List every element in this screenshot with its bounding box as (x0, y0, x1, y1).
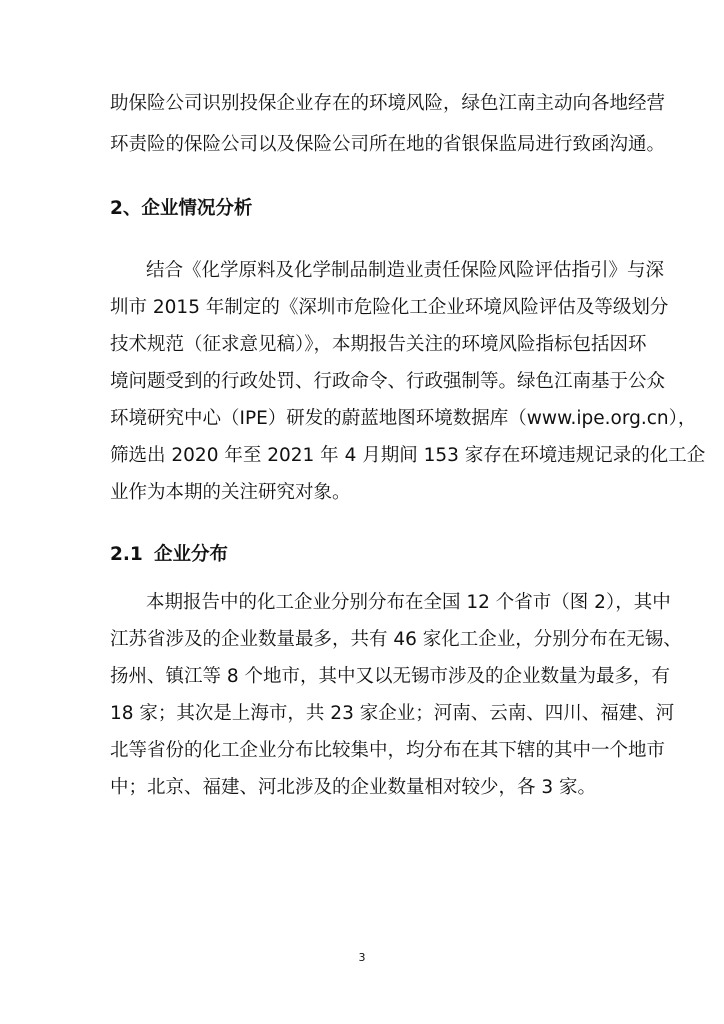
body-text-line: 结合《化学原料及化学制品制造业责任保险风险评估指引》与深 (146, 260, 665, 281)
body-text-line: 筛选出 2020 年至 2021 年 4 月期间 153 家存在环境违规记录的化工企 (110, 445, 706, 466)
subsection-number: 2.1 (110, 544, 143, 565)
body-text-line: 扬州、镇江等 8 个地市，其中又以无锡市涉及的企业数量为最多，有 (110, 666, 671, 687)
subsection-heading (110, 543, 228, 567)
body-text-line: 环责险的保险公司以及保险公司所在地的省银保监局进行致函沟通。 (110, 134, 666, 155)
page-number: 3 (358, 951, 366, 964)
body-text-line: 北等省份的化工企业分布比较集中，均分布在其下辖的其中一个地市 (110, 740, 666, 761)
body-text-line: 业作为本期的关注研究对象。 (110, 482, 351, 503)
body-text-line: 圳市 2015 年制定的《深圳市危险化工企业环境风险评估及等级划分 (110, 297, 669, 318)
section-heading (110, 197, 252, 221)
section-title: 企业情况分析 (141, 198, 253, 219)
body-text-line: 助保险公司识别投保企业存在的环境风险，绿色江南主动向各地经营 (110, 93, 666, 114)
body-text-line: 中；北京、福建、河北涉及的企业数量相对较少，各 3 家。 (110, 777, 597, 798)
body-text-line: 技术规范（征求意见稿）》，本期报告关注的环境风险指标包括因环 (110, 334, 647, 355)
body-text-line: 本期报告中的化工企业分别分布在全国 12 个省市（图 2），其中 (146, 592, 671, 613)
body-text-line: 境问题受到的行政处罚、行政命令、行政强制等。绿色江南基于公众 (110, 371, 666, 392)
body-text-line: 江苏省涉及的企业数量最多，共有 46 家化工企业，分别分布在无锡、 (110, 629, 682, 650)
body-text-line: 18 家；其次是上海市，共 23 家企业；河南、云南、四川、福建、河 (110, 703, 675, 724)
subsection-title: 企业分布 (154, 544, 229, 565)
section-number: 2、 (110, 198, 142, 219)
body-text-line: 环境研究中心（IPE）研发的蔚蓝地图环境数据库（www.ipe.org.cn）， (110, 408, 697, 429)
